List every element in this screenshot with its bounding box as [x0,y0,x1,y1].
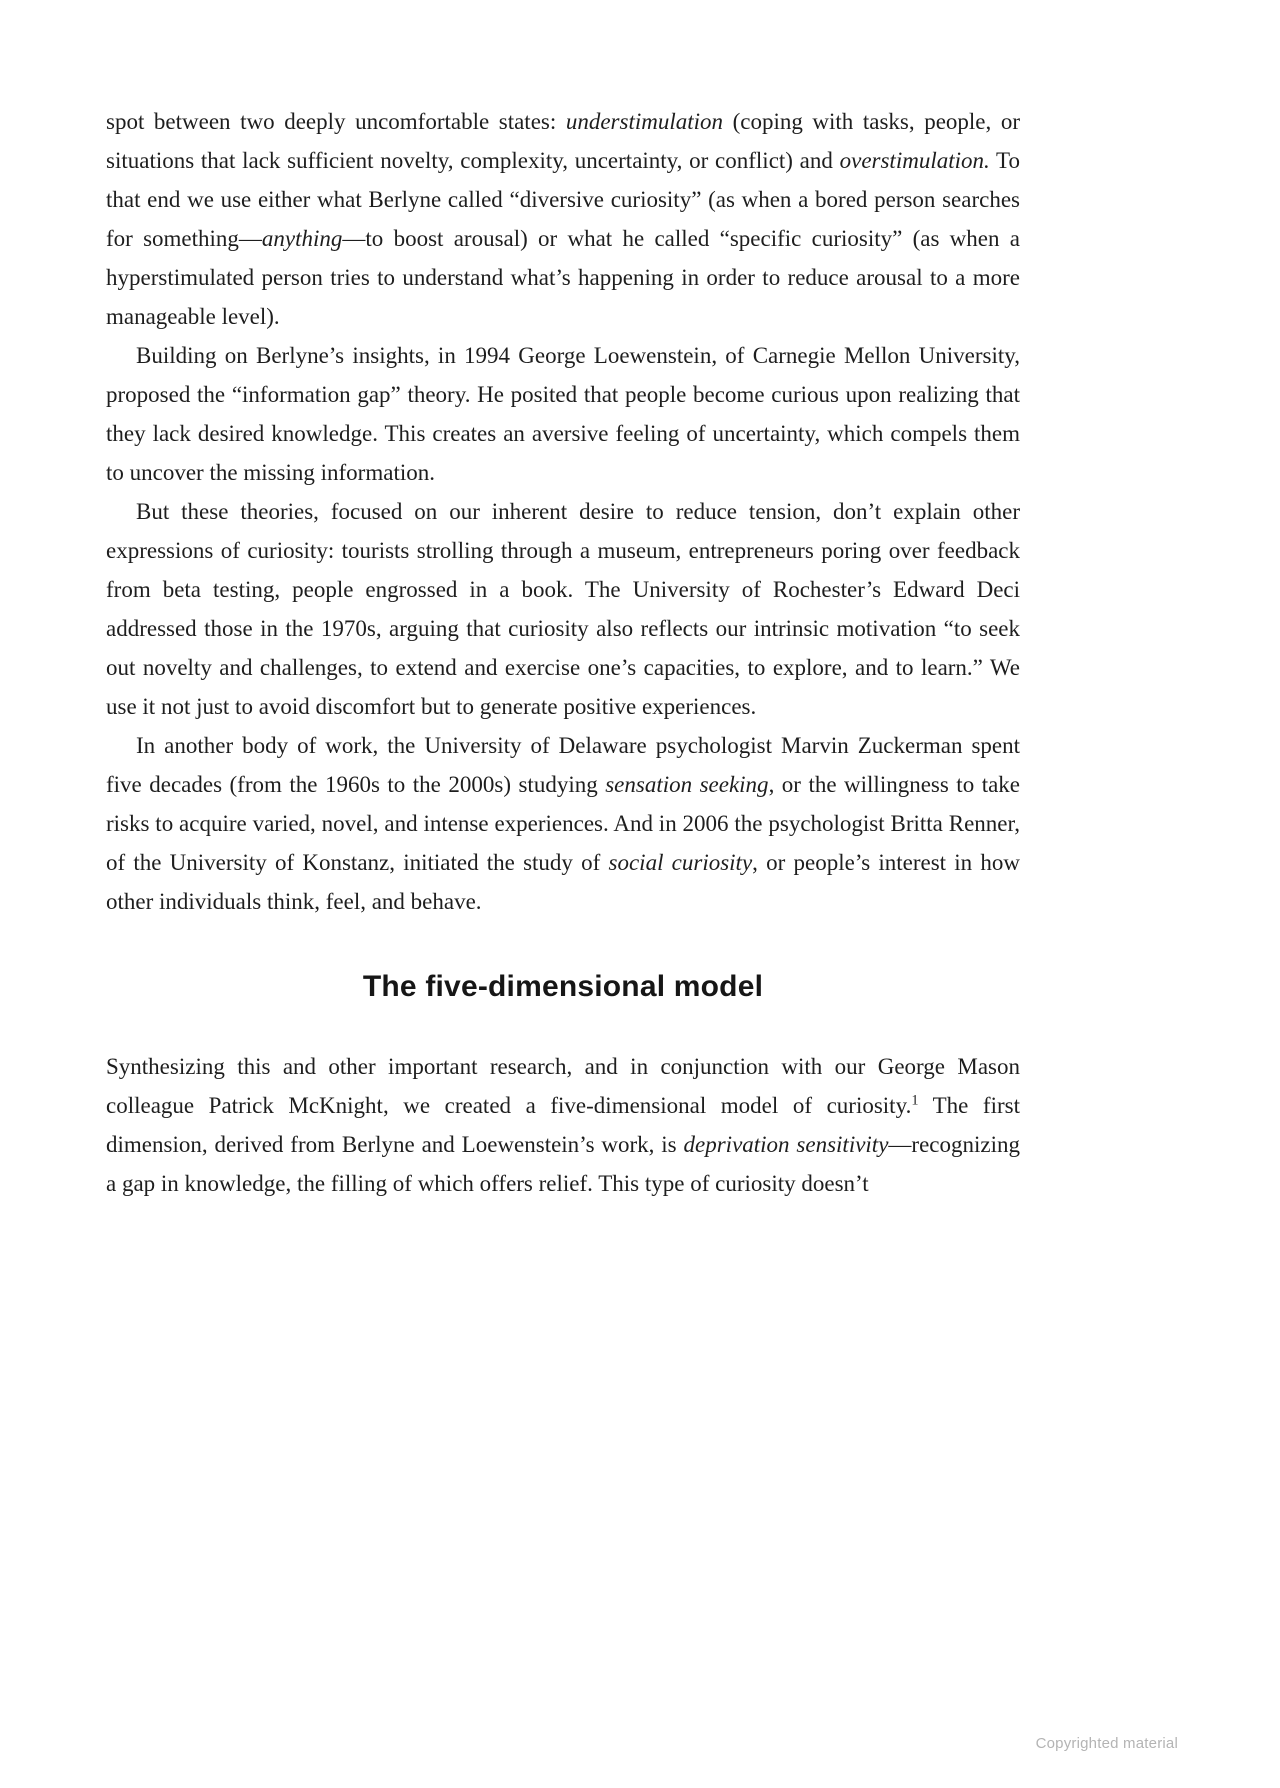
copyright-watermark: Copyrighted material [1035,1735,1178,1752]
footnote-ref: 1 [911,1092,919,1109]
body-text-top [106,102,1020,921]
text-run: —recognizing a gap in knowledge, the filling of which offers relief. This type of curiosity doesn’t [106,1132,1020,1196]
italic-text: anything [261,226,343,251]
paragraph [106,102,1020,336]
italic-text: social curiosity [608,850,753,875]
italic-text: understimulation [565,109,723,134]
italic-text: deprivation sensitivity [683,1132,889,1157]
italic-text: sensation seeking [605,772,769,797]
section-heading: The five-dimensional model [362,970,764,1003]
text-run: Synthesizing this and other important research, and in conjunction with our George Mason colleague Patrick McKnight, we created a five-dimensional model of curiosity. [106,1054,1020,1118]
text-run: —to boost arousal) or what he called “specific curiosity” (as when a hyperstimulated person tries to understand what’s happening in order to reduce arousal to a more manageable level). [106,226,1020,329]
body-text-bottom [106,1047,1020,1203]
text-run: In another body of work, the University of Delaware psychologist Marvin Zuckerman spent five decades (from the 1960s to the 2000s) studying [106,733,1020,797]
page-text-column [106,102,1020,1203]
paragraph [106,726,1020,921]
paragraph [106,1047,1020,1203]
text-run: , or the willingness to take risks to acquire varied, novel, and intense experiences. And in 2006 the psychologist Britta Renner, of the University of Konstanz, initiated the study of [106,772,1020,875]
text-run: Building on Berlyne’s insights, in 1994 George Loewenstein, of Carnegie Mellon University, proposed the “information gap” theory. He posited that people become curious upon realizing that they lack desired knowledge. This creates an aversive feeling of uncertainty, which compels them to uncover the missing information. [106,343,1020,485]
text-run: To that end we use either what Berlyne called “diversive curiosity” (as when a bored person searches for something— [106,148,1021,251]
paragraph [106,336,1020,492]
text-run: spot between two deeply uncomfortable states: [106,109,566,134]
text-run: (coping with tasks, people, or situations that lack sufficient novelty, complexity, uncertainty, or conflict) and [106,109,1020,173]
text-run: The first dimension, derived from Berlyne and Loewenstein’s work, is [106,1093,1020,1157]
text-run: , or people’s interest in how other individuals think, feel, and behave. [106,850,1020,914]
text-run: But these theories, focused on our inherent desire to reduce tension, don’t explain other expressions of curiosity: tourists strolling through a museum, entrepreneurs poring over feedback from beta testing, people engrossed in a book. The University of Rochester’s Edward Deci addressed those in the 1970s, arguing that curiosity also reflects our intrinsic motivation “to seek out novelty and challenges, to extend and exercise one’s capacities, to explore, and to learn.” We use it not just to avoid discomfort but to generate positive experiences. [106,499,1020,719]
italic-text: overstimulation. [839,148,990,173]
paragraph [106,492,1020,726]
